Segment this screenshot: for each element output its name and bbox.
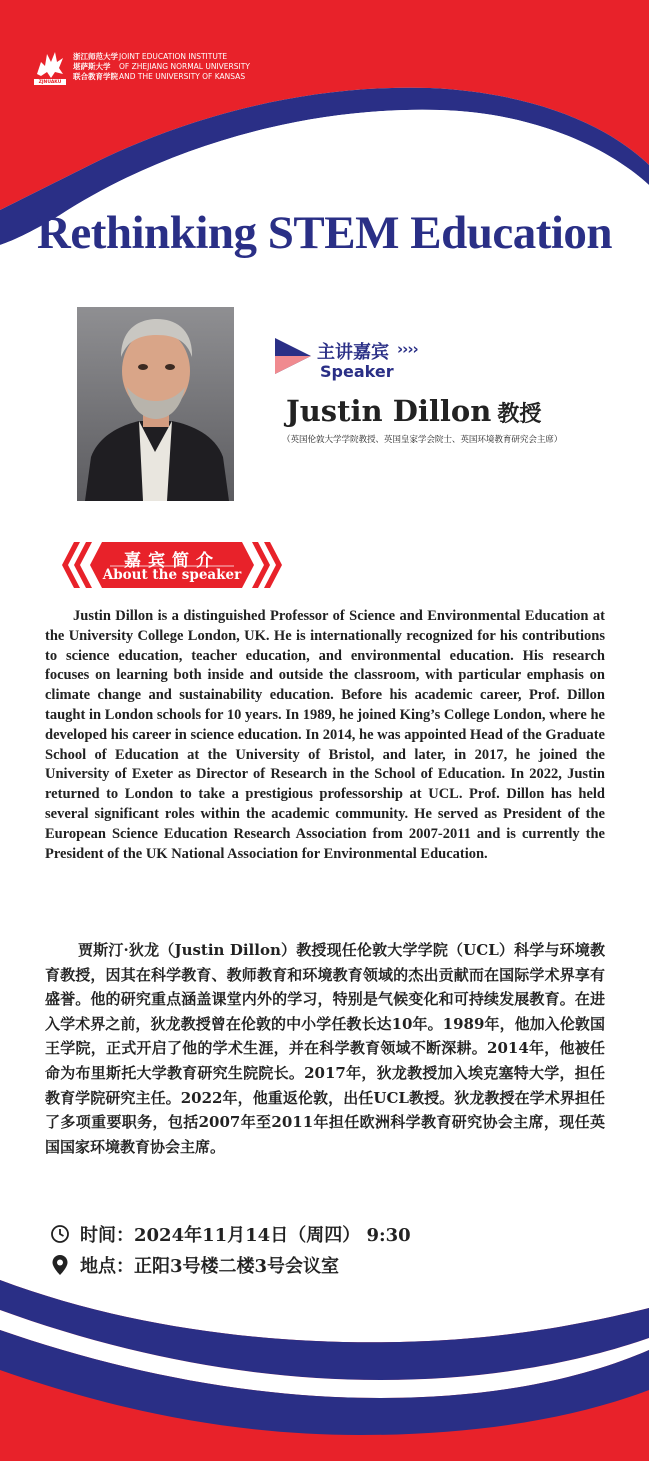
institute-name-en-2: OF ZHEJIANG NORMAL UNIVERSITY: [119, 62, 250, 71]
speaker-name-title: 教授: [497, 402, 542, 427]
speaker-photo: [77, 307, 234, 501]
speaker-affiliation: （英国伦敦大学学院教授、英国皇家学会院士、英国环境教育研究会主席）: [282, 435, 563, 445]
section-title-en: About the speaker: [102, 567, 242, 583]
clock-icon: [50, 1224, 70, 1244]
section-title-cn: 嘉宾简介: [124, 551, 220, 571]
speaker-triangle-icon: [275, 338, 315, 378]
event-time-value: 2024年11月14日（周四） 9:30: [134, 1225, 411, 1246]
speaker-name: [286, 394, 541, 428]
event-time: [50, 1221, 411, 1247]
speaker-tag-en: Speaker: [320, 362, 394, 381]
event-location-label: 地点：: [80, 1256, 134, 1277]
bio-chinese: 贾斯汀·狄龙（Justin Dillon）教授现任伦敦大学学院（UCL）科学与环境教育教授，因其在科学教育、教师教育和环境教育领域的杰出贡献而在国际学术界享有盛誉。他的研究重点涵盖课堂内外的学习，特别是气候变化和可持续发展教育。在进入学术界之前，狄龙教授曾在伦敦的中小学任教长达10年。1989年，他加入伦敦国王学院，正式开启了他的学术生涯，并在科学教育领域不断深耕。2014年，他被任命为布里斯托大学教育研究生院院长。2017年，狄龙教授加入埃克塞特大学，担任教育学院研究主任。2022年，他重返伦敦，出任UCL教授。狄龙教授在学术界担任了多项重要职务，包括2007年至2011年担任欧洲科学教育研究协会主席，现任英国国家环境教育协会主席。: [45, 941, 605, 1156]
institute-name-en-1: JOINT EDUCATION INSTITUTE: [119, 52, 228, 61]
institute-name: [73, 52, 250, 82]
event-location: [50, 1252, 339, 1278]
institute-name-cn-1: 浙江师范大学: [73, 52, 118, 61]
location-pin-icon: [50, 1254, 70, 1276]
speaker-tag: [275, 338, 475, 382]
bio-english: Justin Dillon is a distinguished Professor of Science and Environmental Education at the University College London, UK. He is internationally recognized for his contributions to science education, teacher education, and environmental education. His research focuses on learning both inside and outside the classroom, with particular emphasis on climate change and sustainability education. Before his academic career, Prof. Dillon taught in London schools for 10 years. In 1989, he joined King’s College London, where he developed his career in science education. In 2014, he was appointed Head of the Graduate School of Education at the University of Bristol, and later, in 2017, he joined the University of Exeter as Director of Research in the School of Education. In 2022, Justin returned to London to take a prestigious professorship at UCL. Prof. Dillon has held several significant roles within the academic community. He served as President of the European Science Education Research Association from 2007-2011 and is currently the President of the UK National Association for Environmental Education.: [45, 608, 605, 862]
speaker-tag-cn: 主讲嘉宾: [317, 342, 389, 363]
institute-name-en-3: AND THE UNIVERSITY OF KANSAS: [119, 72, 246, 81]
speaker-tag-arrows: ››››: [397, 340, 418, 358]
event-location-value: 正阳3号楼二楼3号会议室: [134, 1256, 340, 1277]
logo-caption: ZJNUAKU: [38, 80, 62, 85]
section-banner: [58, 542, 286, 588]
institute-name-cn-2: 堪萨斯大学: [73, 62, 111, 71]
page-title: Rethinking STEM Education: [36, 207, 613, 259]
institute-name-cn-3: 联合教育学院: [73, 72, 118, 81]
event-time-label: 时间：: [80, 1225, 134, 1246]
speaker-name-text: Justin Dillon: [286, 394, 492, 428]
